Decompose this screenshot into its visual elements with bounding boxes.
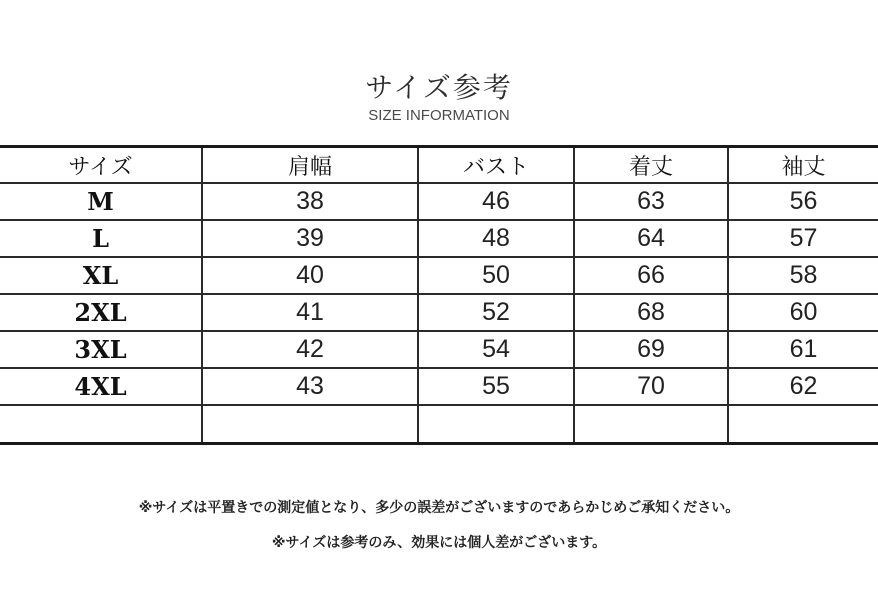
empty-cell bbox=[574, 405, 728, 444]
length-cell: 70 bbox=[574, 368, 728, 405]
table-row bbox=[0, 294, 878, 331]
sleeve-cell: 62 bbox=[728, 368, 878, 405]
sleeve-cell: 58 bbox=[728, 257, 878, 294]
table-row bbox=[0, 183, 878, 220]
page-subtitle: SIZE INFORMATION bbox=[368, 107, 510, 124]
table-empty-row bbox=[0, 405, 878, 444]
sleeve-cell: 56 bbox=[728, 183, 878, 220]
sleeve-cell: 60 bbox=[728, 294, 878, 331]
page-title: サイズ参考 bbox=[365, 71, 513, 104]
shoulder-cell: 41 bbox=[202, 294, 418, 331]
shoulder-cell: 38 bbox=[202, 183, 418, 220]
bust-cell: 46 bbox=[418, 183, 574, 220]
shoulder-cell: 42 bbox=[202, 331, 418, 368]
bust-cell: 55 bbox=[418, 368, 574, 405]
empty-cell bbox=[0, 405, 202, 444]
size-table bbox=[0, 145, 878, 445]
shoulder-cell: 39 bbox=[202, 220, 418, 257]
bust-cell: 50 bbox=[418, 257, 574, 294]
bust-cell: 52 bbox=[418, 294, 574, 331]
header-length: 着丈 bbox=[574, 147, 728, 184]
table-row bbox=[0, 331, 878, 368]
shoulder-cell: 40 bbox=[202, 257, 418, 294]
table-header-row bbox=[0, 147, 878, 184]
table-row bbox=[0, 368, 878, 405]
size-cell: 3XL bbox=[0, 331, 202, 368]
size-cell: XL bbox=[0, 257, 202, 294]
header-size: サイズ bbox=[0, 147, 202, 184]
table-row bbox=[0, 220, 878, 257]
sleeve-cell: 61 bbox=[728, 331, 878, 368]
header-bust: バスト bbox=[418, 147, 574, 184]
empty-cell bbox=[728, 405, 878, 444]
empty-cell bbox=[418, 405, 574, 444]
header-shoulder: 肩幅 bbox=[202, 147, 418, 184]
reference-note: ※サイズは参考のみ、効果には個人差がございます。 bbox=[271, 535, 607, 551]
bust-cell: 54 bbox=[418, 331, 574, 368]
size-cell: M bbox=[0, 183, 202, 220]
header-sleeve: 袖丈 bbox=[728, 147, 878, 184]
measurement-note: ※サイズは平置きでの測定値となり、多少の誤差がございますのであらかじめご承知ください。 bbox=[138, 500, 740, 516]
table-row bbox=[0, 257, 878, 294]
size-cell: L bbox=[0, 220, 202, 257]
empty-cell bbox=[202, 405, 418, 444]
bust-cell: 48 bbox=[418, 220, 574, 257]
length-cell: 66 bbox=[574, 257, 728, 294]
sleeve-cell: 57 bbox=[728, 220, 878, 257]
length-cell: 68 bbox=[574, 294, 728, 331]
length-cell: 69 bbox=[574, 331, 728, 368]
length-cell: 64 bbox=[574, 220, 728, 257]
size-cell: 4XL bbox=[0, 368, 202, 405]
length-cell: 63 bbox=[574, 183, 728, 220]
size-cell: 2XL bbox=[0, 294, 202, 331]
shoulder-cell: 43 bbox=[202, 368, 418, 405]
